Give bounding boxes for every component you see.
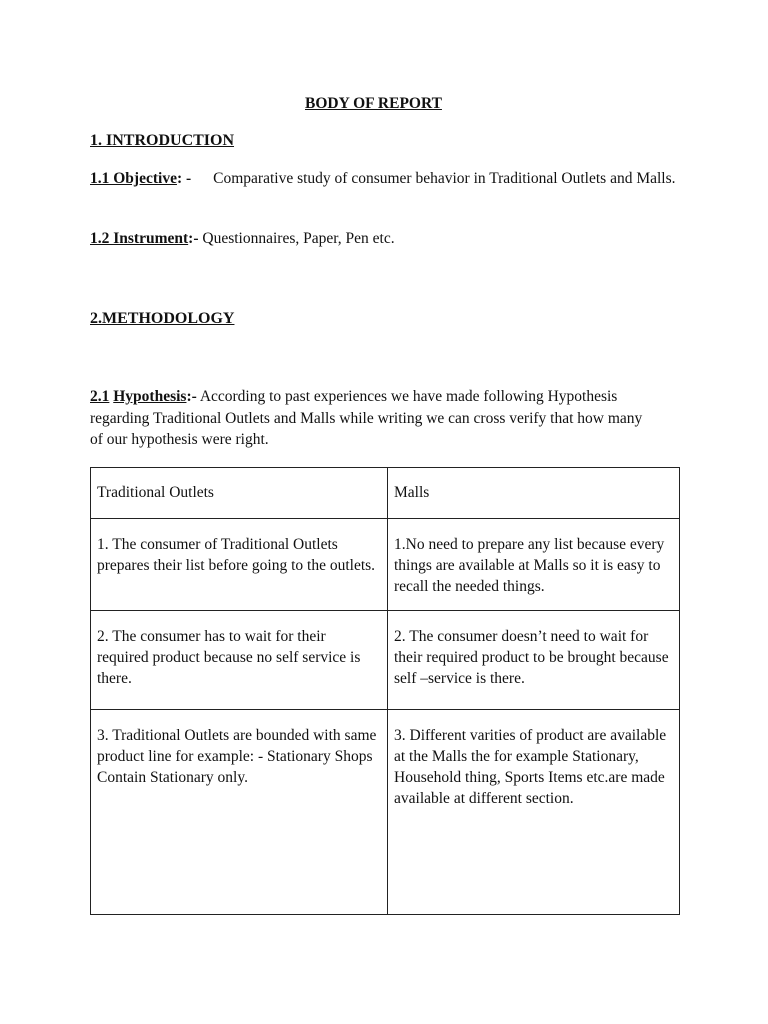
hypothesis-label: Hypothesis bbox=[113, 388, 187, 405]
table-cell: 2. The consumer has to wait for their required product because no self service is there. bbox=[91, 611, 388, 710]
objective-label: 1.1 Objective bbox=[90, 170, 177, 187]
hypothesis-text: According to past experiences we have made following Hypothesis regarding Traditional Outlets and Malls while writing we can cross verify that how many of our hypothesis were right. bbox=[90, 388, 643, 448]
table-cell: 1. The consumer of Traditional Outlets prepares their list before going to the outlets. bbox=[91, 519, 388, 611]
hypothesis-separator: :- bbox=[186, 388, 197, 405]
report-title: BODY OF REPORT bbox=[305, 95, 442, 112]
instrument-text: Questionnaires, Paper, Pen etc. bbox=[198, 230, 395, 247]
objective-separator: : - bbox=[176, 170, 192, 187]
instrument-separator: :- bbox=[188, 230, 199, 247]
table-cell: 3. Different varities of product are available at the Malls the for example Stationary, Household thing, Sports Items etc.are made available at different section. bbox=[388, 710, 680, 915]
table-header-row bbox=[91, 468, 680, 519]
table-cell: 3. Traditional Outlets are bounded with same product line for example: - Stationary Shops Contain Stationary only. bbox=[91, 710, 388, 915]
table-cell: 2. The consumer doesn’t need to wait for their required product to be brought because self –service is there. bbox=[388, 611, 680, 710]
objective-text: Comparative study of consumer behavior in Traditional Outlets and Malls. bbox=[213, 170, 676, 187]
instrument-paragraph bbox=[90, 228, 395, 249]
table-header-cell: Malls bbox=[388, 468, 680, 519]
introduction-heading: 1. INTRODUCTION bbox=[90, 132, 235, 149]
table-row bbox=[91, 611, 680, 710]
hypothesis-table bbox=[90, 467, 680, 915]
objective-paragraph bbox=[90, 167, 690, 190]
instrument-label: 1.2 Instrument bbox=[90, 230, 189, 247]
table-row bbox=[91, 710, 680, 915]
table-cell: 1.No need to prepare any list because every things are available at Malls so it is easy to recall the needed things. bbox=[388, 519, 680, 611]
methodology-heading: 2.METHODOLOGY bbox=[90, 310, 235, 327]
hypothesis-number: 2.1 bbox=[90, 388, 110, 405]
hypothesis-paragraph bbox=[90, 386, 650, 451]
table-header-cell: Traditional Outlets bbox=[91, 468, 388, 519]
table-row bbox=[91, 519, 680, 611]
